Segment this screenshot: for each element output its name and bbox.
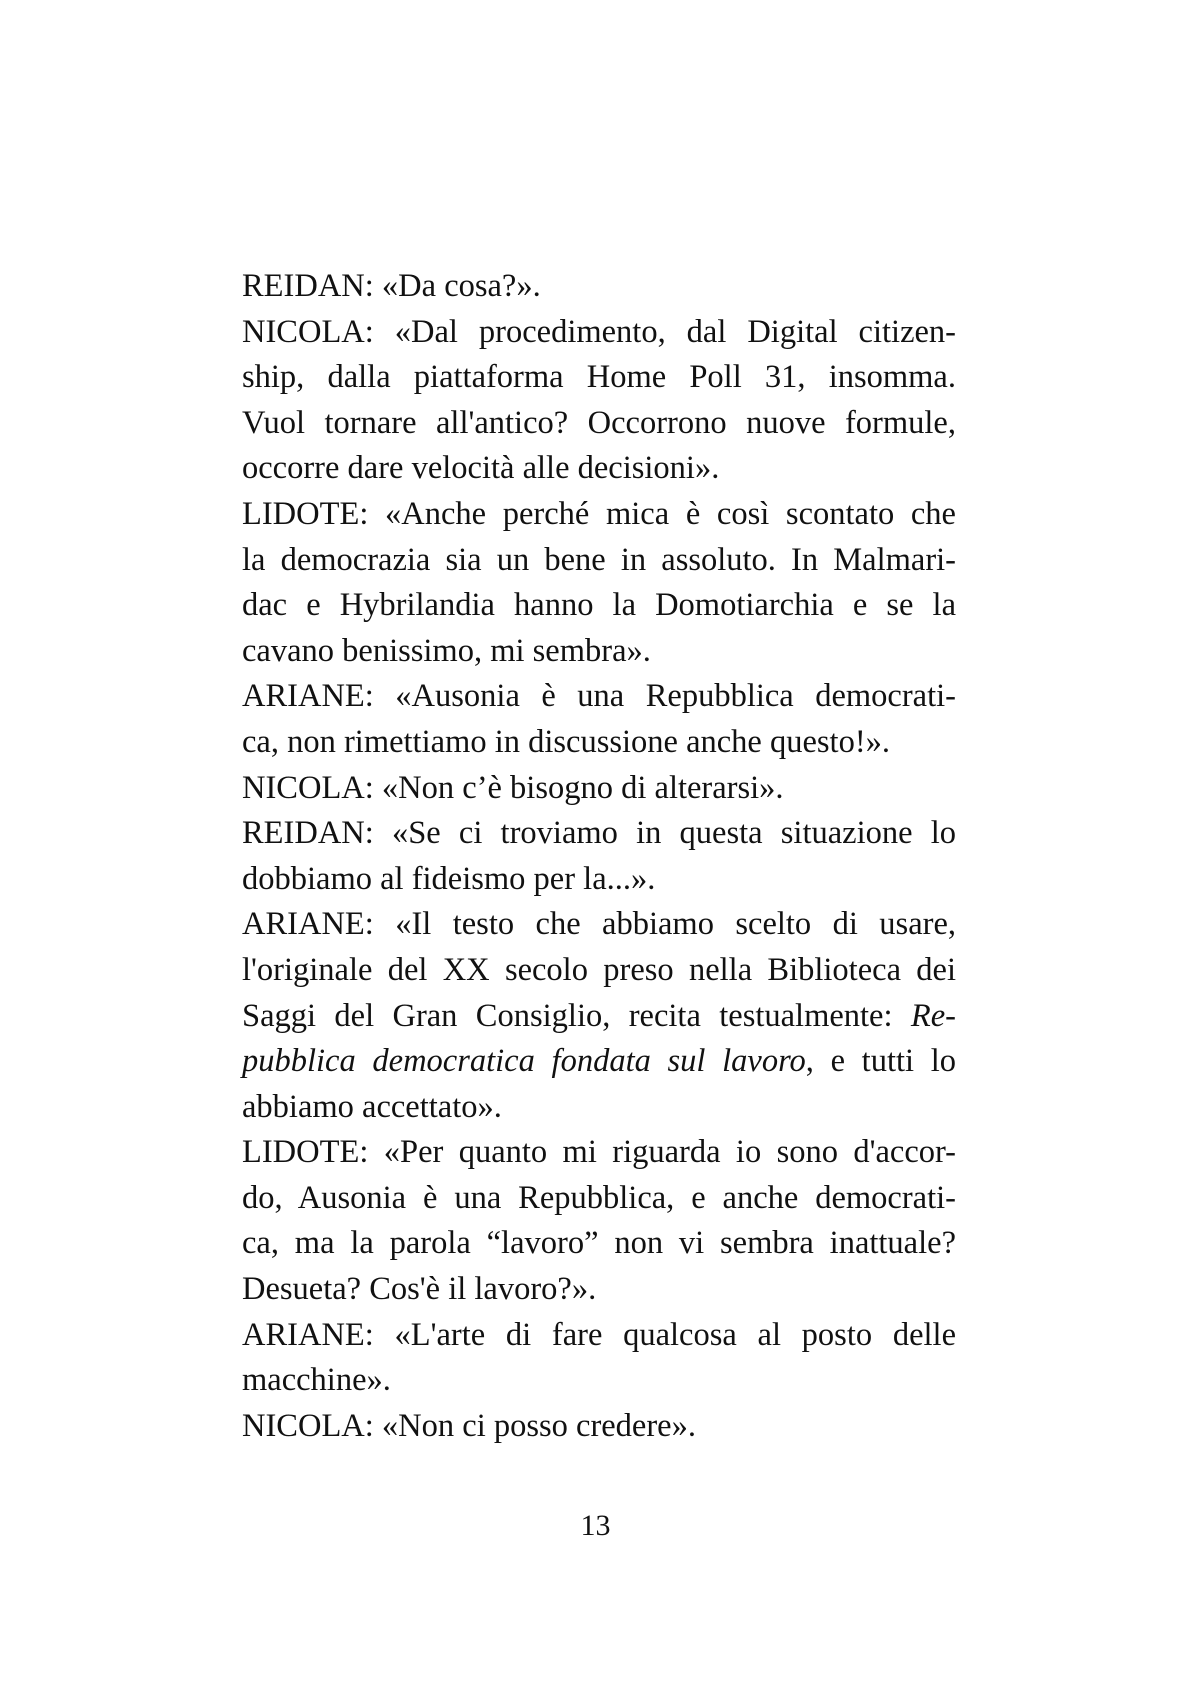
text-line: ca, ma la parola “lavoro” non vi sembra inattuale? (242, 1225, 956, 1262)
dialogue-line-reidan-1 (242, 264, 956, 310)
text-line: ca, non rimettiamo in discussione anche questo!». (242, 723, 891, 760)
text-line (242, 1039, 956, 1085)
dialogue-line-nicola-1 (242, 310, 956, 492)
text-line: la democrazia sia un bene in assoluto. In Malmari- (242, 541, 956, 578)
dialogue-line-lidote-1 (242, 492, 956, 674)
text-line: macchine». (242, 1362, 391, 1399)
text-line: cavano benissimo, mi sembra». (242, 632, 651, 669)
text-line: occorre dare velocità alle decisioni». (242, 450, 720, 487)
text-line (242, 994, 956, 1040)
text-fragment: , e tutti lo (805, 1043, 956, 1080)
text-fragment: Saggi del Gran Consiglio, recita testualmente: (242, 997, 911, 1034)
dialogue-line-reidan-2 (242, 811, 956, 902)
text-line: abbiamo accettato». (242, 1088, 502, 1125)
text-line: dac e Hybrilandia hanno la Domotiarchia e se la (242, 587, 956, 624)
dialogue-line-nicola-3 (242, 1404, 956, 1450)
text-line: Vuol tornare all'antico? Occorrono nuove formule, (242, 404, 956, 441)
dialogue-text (242, 264, 956, 1449)
dialogue-line-lidote-2 (242, 1130, 956, 1312)
text-line: REIDAN: «Da cosa?». (242, 268, 541, 304)
text-line: NICOLA: «Dal procedimento, dal Digital citizen- (242, 313, 956, 350)
page-number: 13 (580, 1509, 611, 1542)
dialogue-line-ariane-1 (242, 674, 956, 765)
text-line: LIDOTE: «Anche perché mica è così scontato che (242, 495, 956, 532)
text-line: l'originale del XX secolo preso nella Biblioteca dei (242, 951, 956, 988)
text-line: REIDAN: «Se ci troviamo in questa situazione lo (242, 815, 956, 852)
dialogue-line-ariane-2 (242, 902, 956, 1130)
dialogue-line-ariane-3 (242, 1313, 956, 1404)
text-line: ARIANE: «Ausonia è una Repubblica democrati- (242, 678, 956, 715)
dialogue-line-nicola-2 (242, 766, 956, 812)
text-line: NICOLA: «Non ci posso credere». (242, 1407, 696, 1444)
italic-quote: Re- (910, 997, 956, 1034)
text-line: ARIANE: «L'arte di fare qualcosa al posto delle (242, 1316, 956, 1353)
text-line: LIDOTE: «Per quanto mi riguarda io sono d'accor- (242, 1134, 956, 1171)
text-line: do, Ausonia è una Repubblica, e anche democrati- (242, 1179, 956, 1216)
italic-quote: pubblica democratica fondata sul lavoro (242, 1043, 806, 1080)
text-line: ship, dalla piattaforma Home Poll 31, insomma. (242, 359, 956, 396)
text-line: NICOLA: «Non c’è bisogno di alterarsi». (242, 769, 784, 806)
text-line: ARIANE: «Il testo che abbiamo scelto di usare, (242, 906, 956, 943)
text-line: Desueta? Cos'è il lavoro?». (242, 1271, 597, 1308)
text-line: dobbiamo al fideismo per la...». (242, 860, 656, 897)
